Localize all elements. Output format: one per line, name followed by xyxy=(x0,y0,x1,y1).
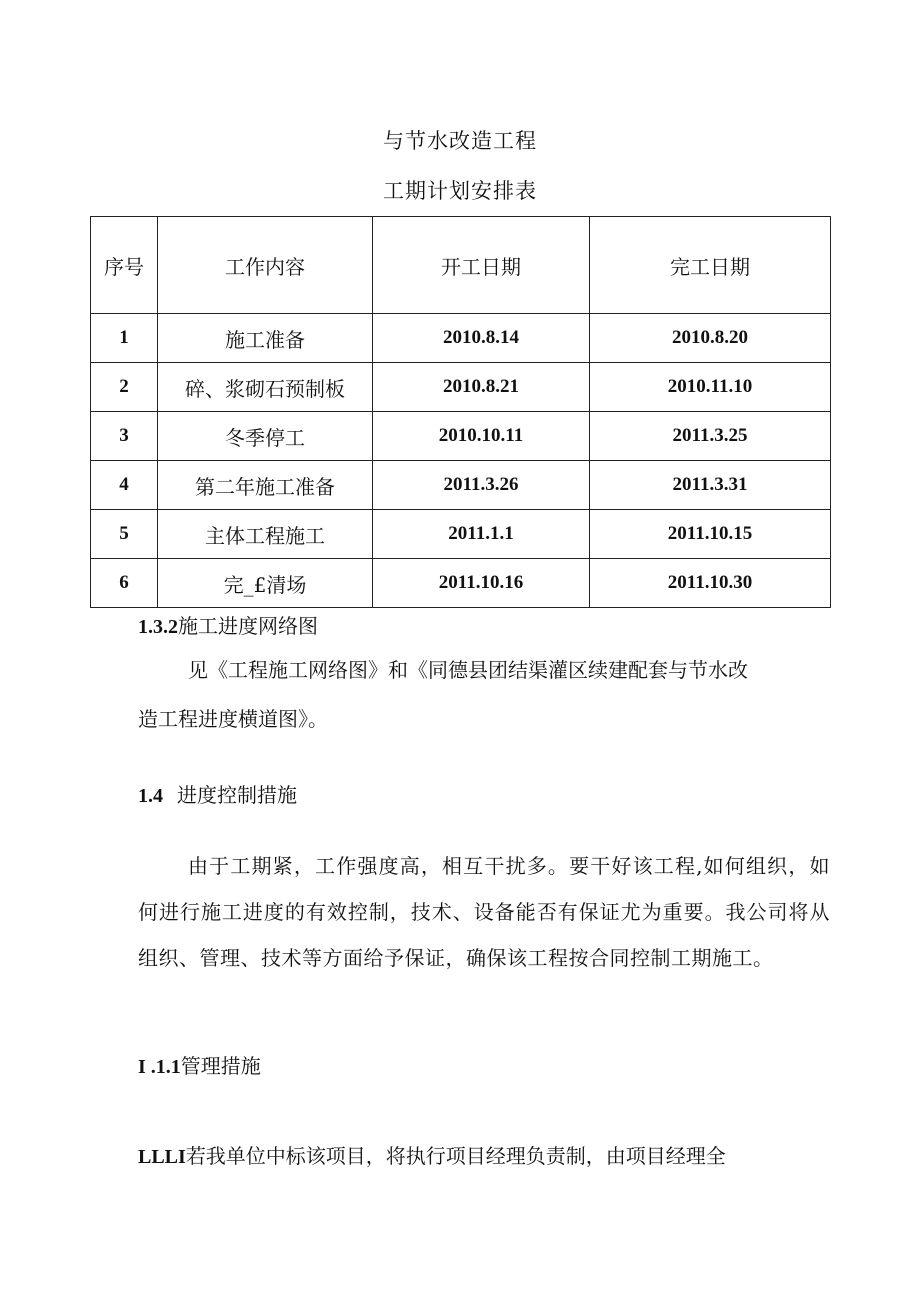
row-end-date: 2010.11.10 xyxy=(590,363,831,412)
section-title: 管理措施 xyxy=(180,1054,261,1078)
row-number: 1 xyxy=(91,314,158,363)
row-task: 第二年施工准备 xyxy=(158,461,373,510)
header-end-date: 完工日期 xyxy=(590,217,831,314)
row-task: 冬季停工 xyxy=(158,412,373,461)
row-task: 施工准备 xyxy=(158,314,373,363)
row-number: 6 xyxy=(91,559,158,608)
section-heading-1-3-2 xyxy=(138,611,318,642)
section-number: I .1.1 xyxy=(138,1056,181,1078)
table-row xyxy=(91,559,831,608)
row-task: 完_£清场 xyxy=(158,559,373,608)
row-number: 2 xyxy=(91,363,158,412)
row-start-date: 2011.3.26 xyxy=(373,461,590,510)
paragraph-last-line xyxy=(138,1141,726,1172)
section-number: 1.3.2 xyxy=(138,616,178,638)
table-row xyxy=(91,412,831,461)
schedule-table xyxy=(90,216,831,608)
row-start-date: 2010.8.21 xyxy=(373,363,590,412)
section-title: 施工进度网络图 xyxy=(178,614,318,638)
document-title-line1: 与节水改造工程 xyxy=(383,129,537,153)
row-number: 3 xyxy=(91,412,158,461)
section-number: 1.4 xyxy=(138,785,163,807)
paragraph-progress-control: 由于工期紧，工作强度高，相互干扰多。要干好该工程,如何组织，如何进行施工进度的有效控制，技术、设备能否有保证尤为重要。我公司将从组织、管理、技术等方面给予保证，确保该工程按合同控制工期施工。 xyxy=(138,854,830,970)
row-start-date: 2011.1.1 xyxy=(373,510,590,559)
table-header-row xyxy=(91,217,831,314)
section-heading-1-4 xyxy=(138,780,297,811)
row-start-date: 2010.8.14 xyxy=(373,314,590,363)
row-start-date: 2011.10.16 xyxy=(373,559,590,608)
table-row xyxy=(91,363,831,412)
row-end-date: 2011.10.30 xyxy=(590,559,831,608)
document-title-line2: 工期计划安排表 xyxy=(383,179,537,203)
paragraph-line: 见《工程施工网络图》和《同德县团结渠灌区续建配套与节水改 xyxy=(188,658,748,682)
paragraph-lead: LLLI xyxy=(138,1146,186,1168)
row-task: 碎、浆砌石预制板 xyxy=(158,363,373,412)
header-start-date: 开工日期 xyxy=(373,217,590,314)
table-row xyxy=(91,461,831,510)
row-end-date: 2010.8.20 xyxy=(590,314,831,363)
paragraph-line: 造工程进度横道图》。 xyxy=(138,707,328,731)
row-end-date: 2011.10.15 xyxy=(590,510,831,559)
table-row xyxy=(91,510,831,559)
header-task: 工作内容 xyxy=(158,217,373,314)
row-start-date: 2010.10.11 xyxy=(373,412,590,461)
section-title: 进度控制措施 xyxy=(177,783,297,807)
row-number: 4 xyxy=(91,461,158,510)
paragraph-text: 若我单位中标该项目，将执行项目经理负责制，由项目经理全 xyxy=(185,1144,726,1168)
row-task: 主体工程施工 xyxy=(158,510,373,559)
section-heading-1-1-1 xyxy=(138,1051,261,1082)
row-end-date: 2011.3.31 xyxy=(590,461,831,510)
row-end-date: 2011.3.25 xyxy=(590,412,831,461)
header-number: 序号 xyxy=(91,217,158,314)
table-row xyxy=(91,314,831,363)
row-number: 5 xyxy=(91,510,158,559)
